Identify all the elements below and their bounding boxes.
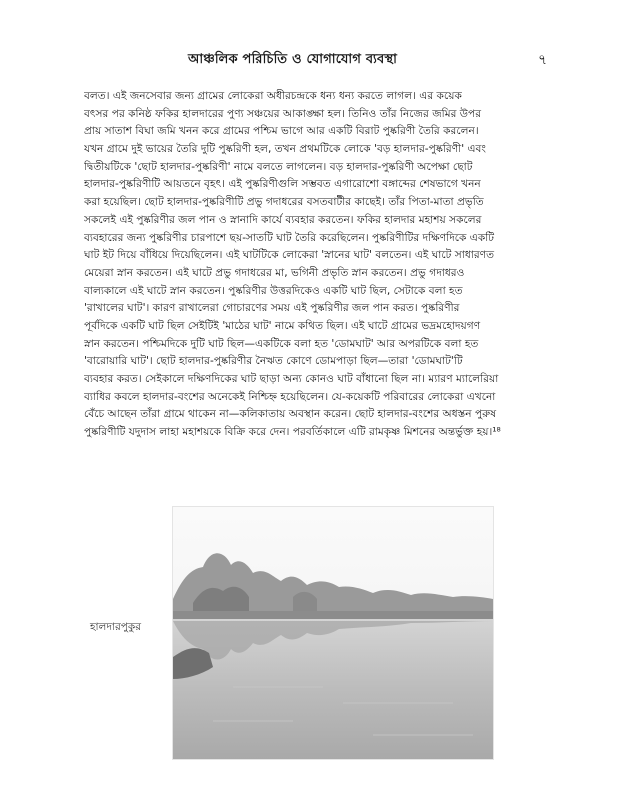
text-line: বাল্যকালে এই ঘাটে স্নান করতেন। পুষ্করিণীর উত্তরদিকেও একটি ঘাট ছিল, সেটাকে বলা হত — [84, 284, 463, 297]
text-line: দ্বিতীয়টিকে 'ছোট হালদার-পুষ্করিণী' নামে বলতে লাগলেন। বড় হালদার-পুষ্করিণী অপেক্ষা ছোট — [84, 160, 473, 173]
text-line: বৎসর পর কনিষ্ঠ ফকির হালদারের পুণ্য সঞ্চয়ের আকাঙ্ক্ষা হল। তিনিও তাঁর নিজের জমির উপর — [84, 107, 482, 120]
text-line: বলত। এই জনসেবার জন্য গ্রামের লোকেরা অধীরচন্দ্রকে ধন্য ধন্য করতে লাগল। এর কয়েক — [84, 90, 462, 102]
text-line: পূর্বদিকে একটি ঘাট ছিল সেইটিই 'মাঠের ঘাট' নামে কথিত ছিল। এই ঘাটে গ্রামের ভদ্রমহোদয়গণ — [84, 319, 481, 332]
header-title: আঞ্চলিক পরিচিতি ও যোগাযোগ ব্যবস্থা — [188, 52, 398, 67]
text-line: ব্যবহার করত। সেইকালে দক্ষিণদিকের ঘাট ছাড়া অন্য কোনও ঘাট বাঁধানো ছিল না। ম্যারণ ম্যালেরিয়া — [84, 373, 499, 385]
text-line: স্নান করতেন। পশ্চিমদিকে দুটি ঘাট ছিল—একটিকে বলা হত 'ডোমঘাট' আর অপরটিকে বলা হত — [84, 337, 479, 350]
text-line: 'বারোয়ারি ঘাট'। ছোট হালদার-পুষ্করিণীর নৈঋত কোণে ডোমপাড়া ছিল—তারা 'ডোমঘাট'টি — [84, 355, 463, 368]
text-line: 'রাখালের ঘাট'। কারণ রাখালেরা গোচারণের সময় এই পুষ্করিণীর জল পান করত। পুষ্করিণীর — [84, 302, 460, 315]
text-line: ব্যাধির কবলে হালদার-বংশের অনেকেই নিশ্চিহ্ন হয়েছিলেন। যে-কয়েকটি পরিবারের লোকেরা এখনো — [84, 390, 496, 403]
text-line: পুষ্করিণীটি যদুদাস লাহা মহাশয়কে বিক্রি করে দেন। পরবর্তিকালে এটি রামকৃষ্ণ মিশনের অন্তর্ভুক্ত হয়।¹⁸ — [84, 426, 501, 439]
photo-caption: হালদারপুকুর — [90, 621, 141, 633]
text-line: বেঁচে আছেন তাঁরা গ্রামে থাকেন না—কলিকাতায় অবস্থান করেন। ছোট হালদার-বংশের অধস্তন পুরুষ — [84, 408, 497, 421]
text-line: হালদার-পুষ্করিণীটি আয়তনে বৃহৎ। এই পুষ্করিণীগুলি সম্ভবত এগারোশো বঙ্গাব্দের শেষভাগে খনন — [84, 178, 481, 191]
running-header — [0, 44, 644, 74]
text-line: প্রায় সাতাশ বিঘা জমি খনন করে গ্রামের পশ্চিম ভাগে আর একটি বিরাট পুষ্করিণী তৈরি করলেন। — [84, 125, 479, 138]
text-line: যখন গ্রামে দুই ভায়ের তৈরি দুটি পুষ্করিণী হল, তখন প্রথমটিকে লোকে 'বড় হালদার-পুষ্করিণী' এবং — [84, 143, 486, 156]
pond-photo — [172, 506, 494, 760]
text-line: সকলেই এই পুষ্করিণীর জল পান ও স্নানাদি কার্যে ব্যবহার করতেন। ফকির হালদার মহাশয় সকলের — [84, 213, 482, 226]
text-line: মেয়েরা স্নান করতেন। এই ঘাটে প্রভু গদাধরের মা, ভগিনী প্রভৃতি স্নান করতেন। প্রভু গদাধরও — [84, 266, 465, 279]
body-paragraph — [84, 88, 552, 442]
page-number: ৭ — [538, 52, 548, 68]
text-line: ঘাট ইট দিয়ে বাঁধিয়ে দিয়েছিলেন। এই ঘাটটিকে লোকেরা 'স্নানের ঘাট' বলতেন। এই ঘাটে সাধারণত — [84, 249, 495, 262]
text-line: করা হয়েছিল। ছোট হালদার-পুষ্করিণীটি প্রভু গদাধরের বসতবাটীর কাছেই। তাঁর পিতা-মাতা প্রভৃতি — [84, 196, 484, 209]
text-line: ব্যবহারের জন্য পুষ্করিণীর চারপাশে ছয়-সাতটি ঘাট তৈরি করেছিলেন। পুষ্করিণীটির দক্ষিণদিকে একটি — [84, 231, 495, 244]
